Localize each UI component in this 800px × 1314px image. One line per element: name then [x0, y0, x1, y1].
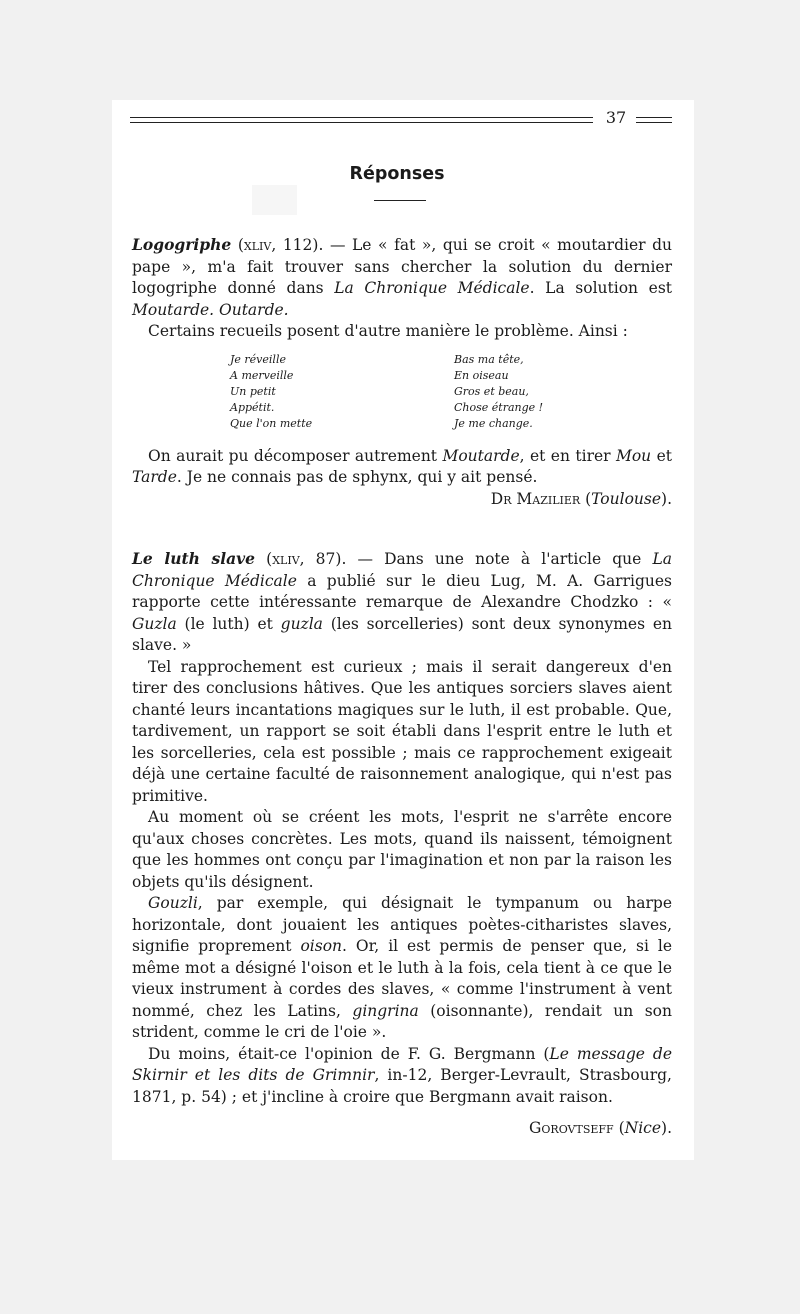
section-spacer — [132, 510, 672, 548]
luth-paragraph-2: Tel rapprochement est curieux ; mais il serait dangereux d'en tirer des conclusions hâtives. Que les antiques sorciers slaves aient chanté leurs incantations magiques sur le luth, il est probable. Que, tardivement, un rapport se soit établi dans l'esprit entre le luth et les sorcelleries, cela est possible ; mais ce rapprochement exigeait déjà une certaine faculté de raisonnement analogique, qui n'est pas primitive. — [132, 657, 672, 805]
luth-p1-guzla1: Guzla — [132, 614, 177, 633]
signature-place: Toulouse — [591, 489, 662, 508]
poem-line: Bas ma tête, — [454, 352, 524, 366]
luth-p4-b: . Or, il est permis de penser que, si le même mot a désigné l'oison et le luth à la fois, cela tient à ce que le vieux instrument à cordes des slaves, « comme l'instrument à vent nommé, chez les Latins, — [132, 937, 672, 1020]
p3-tarde: Tarde — [132, 468, 177, 486]
luth-p1-guzla2: guzla — [280, 614, 323, 633]
signature-place: Nice — [624, 1119, 662, 1137]
logogriphe-text-1: — Le « fat », qui se croit « moutardier du pape », m'a fait trouver sans chercher la solution du dernier logogriphe donné dans — [132, 236, 672, 297]
poem-line: Je me change. — [454, 417, 533, 431]
p3-moutarde: Moutarde — [442, 446, 520, 465]
article-body — [132, 234, 672, 1140]
luth-p4-gingrina: gingrina — [352, 1001, 419, 1020]
page-number: 37 — [605, 108, 627, 127]
luth-p4-a: , par exemple, qui désignait le tympanum ou harpe horizontale, dont jouaient les antiques poètes-citharistes slaves, signifie proprement — [132, 894, 672, 955]
logogriphe-paragraph-3 — [132, 446, 672, 489]
page-header — [130, 110, 672, 126]
luth-paragraph-1 — [132, 548, 672, 657]
poem-left-column — [230, 352, 312, 433]
logogriphe-ref: (xliv, 112). — [237, 236, 324, 254]
poem-line: Gros et beau, — [454, 384, 529, 398]
p3-text-a: On aurait pu décomposer autrement — [148, 446, 443, 465]
luth-p1-source: La Chronique Médicale — [132, 550, 672, 590]
poem-line: Je réveille — [230, 352, 286, 366]
luth-p1-a: — Dans une note à l'article que — [346, 550, 653, 568]
logogriphe-paragraph — [132, 234, 672, 321]
luth-p4-gouzli: Gouzli — [148, 894, 198, 912]
logogriphe-heading: Logogriphe — [132, 235, 232, 254]
poem-line: A merveille — [230, 368, 294, 382]
luth-p4-c: (oisonnante), rendait un son strident, comme le cri de l'oie ». — [132, 1001, 672, 1041]
riddle-poem — [132, 352, 672, 434]
poem-line: Un petit — [230, 384, 276, 398]
poem-line: Que l'on mette — [230, 417, 313, 431]
poem-line: Chose étrange ! — [454, 401, 544, 415]
p3-text-c: et — [651, 446, 672, 465]
title-underline — [374, 200, 426, 201]
luth-p5-b: , in-12, Berger-Levrault, Strasbourg, 1871, p. 54) ; et j'incline à croire que Bergmann avait raison. — [132, 1066, 672, 1106]
poem-line: Appétit. — [230, 401, 275, 415]
luth-heading: Le luth slave — [132, 549, 256, 568]
luth-p4-oison: oison — [300, 937, 343, 955]
luth-p1-c: (le luth) et — [176, 614, 281, 633]
signature-name: Gorovtseff — [529, 1119, 614, 1137]
luth-p5-a: Du moins, était-ce l'opinion de F. G. Bergmann ( — [148, 1044, 550, 1063]
poem-line: En oiseau — [454, 368, 509, 382]
scan-smudge — [252, 185, 297, 215]
poem-right-column — [454, 352, 543, 433]
page-title: Réponses — [349, 164, 445, 184]
header-rule-right — [636, 117, 672, 123]
luth-p1-d: (les sorcelleries) sont deux synonymes en slave. » — [132, 614, 672, 654]
p3-text-b: , et en tirer — [519, 446, 616, 465]
luth-p5-book: Le message de Skirnir et les dits de Grimnir — [132, 1044, 672, 1084]
p3-mou: Mou — [615, 446, 652, 465]
header-rule-left — [130, 117, 593, 123]
logogriphe-text-2: . La solution est — [529, 279, 673, 297]
luth-p1-b: a publié sur le dieu Lug, M. A. Garrigues rapporte cette intéressante remarque de Alexandre Chodzko : « — [132, 571, 672, 611]
luth-paragraph-3: Au moment où se créent les mots, l'esprit ne s'arrête encore qu'aux choses concrètes. Les mots, quand ils naissent, témoignent que les hommes ont conçu par l'imagination et non par la raison les objets qu'ils désignent. — [132, 808, 672, 891]
luth-paragraph-4 — [132, 893, 672, 1044]
logogriphe-paragraph-2: Certains recueils posent d'autre manière le problème. Ainsi : — [148, 322, 628, 340]
luth-paragraph-5 — [132, 1044, 672, 1109]
luth-ref: (xliv, 87). — [266, 550, 347, 568]
signature-name: Dr Mazilier — [490, 489, 581, 508]
signature-mazilier: Dr Mazilier (Toulouse). — [490, 489, 672, 508]
p3-text-d: . Je ne connais pas de sphynx, qui y ait pensé. — [176, 468, 538, 486]
logogriphe-source: La Chronique Médicale — [334, 279, 530, 297]
signature-gorovtseff: Gorovtseff (Nice). — [529, 1119, 672, 1137]
document-page — [112, 100, 694, 1160]
logogriphe-solution: Moutarde. Outarde. — [132, 300, 289, 319]
